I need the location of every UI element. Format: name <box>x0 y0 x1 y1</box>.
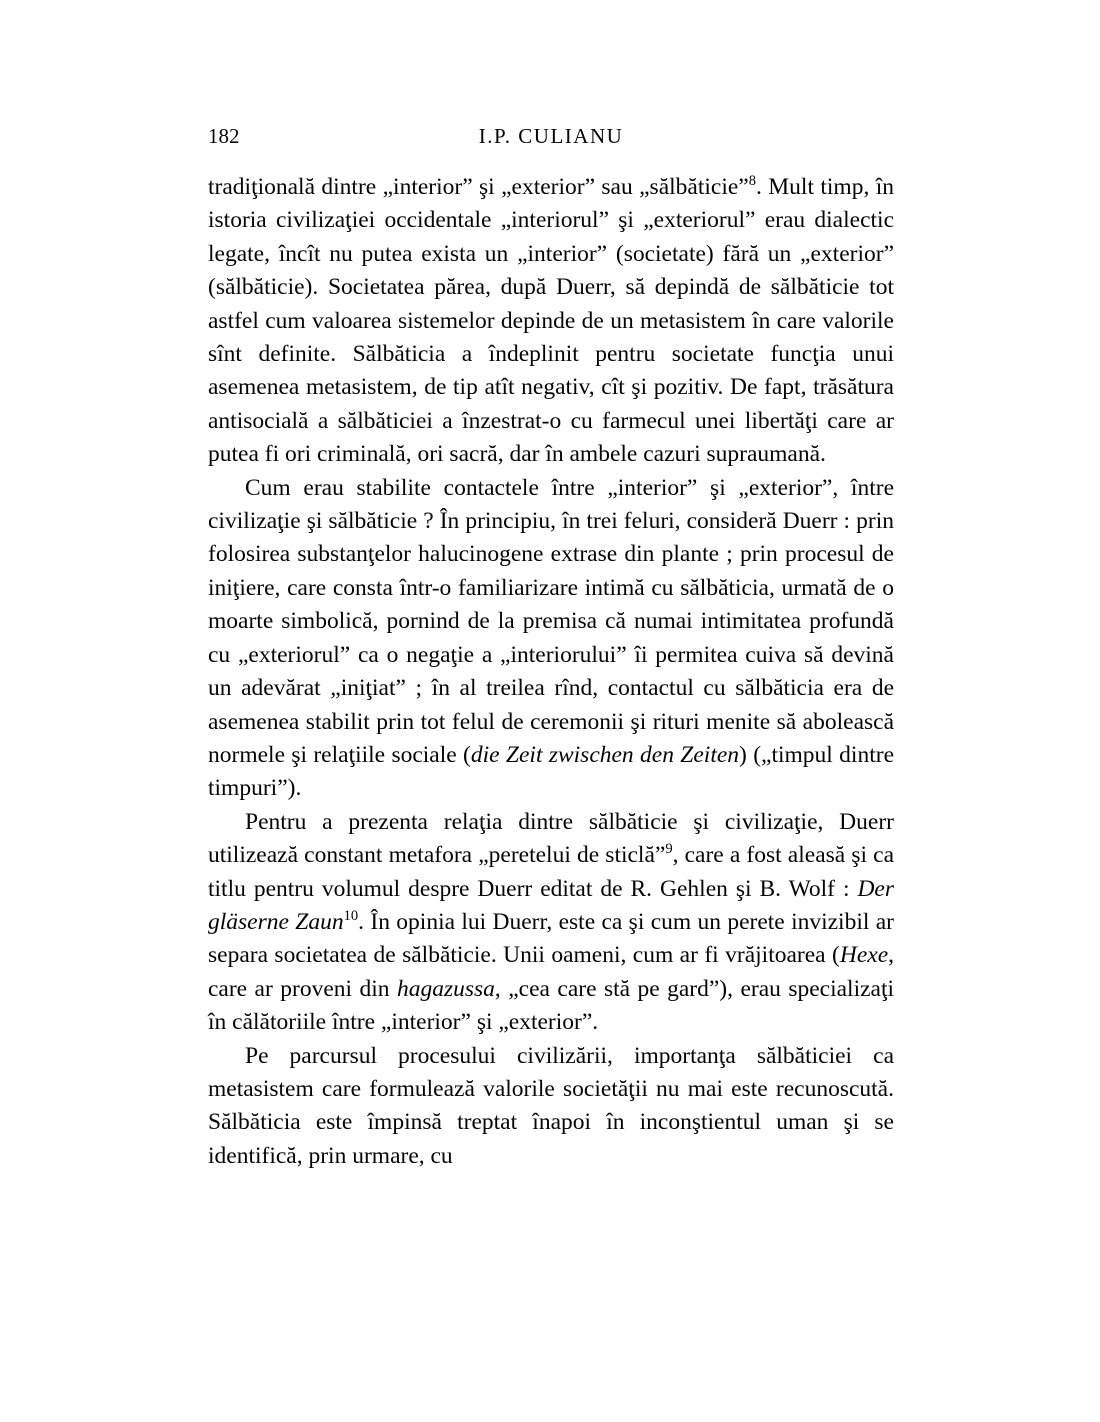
body-text <box>208 171 894 1173</box>
text-run: , care a fost aleasă şi ca titlu pentru volumul despre Duerr editat de R. Gehlen şi B. Wolf : <box>208 842 894 902</box>
text-run: , „cea care stă pe gard”), erau specializaţi în călătoriile între „interior” şi „exterior”. <box>208 975 895 1036</box>
text-run: Pentru a prezenta relaţia dintre sălbăticie şi civilizaţie, Duerr utilizează constant metafora „peretelui de sticlă” <box>208 808 894 869</box>
italic-phrase: Hexe <box>839 942 889 969</box>
paragraph <box>208 472 894 806</box>
footnote-reference: 8 <box>748 173 756 190</box>
italic-phrase: Der gläserne Zaun <box>208 875 894 935</box>
page-number: 182 <box>208 124 240 148</box>
footnote-reference: 10 <box>343 908 359 925</box>
page-header <box>208 124 894 152</box>
text-run: . Mult timp, în istoria civilizaţiei occidentale „interiorul” şi „exteriorul” erau dialectic legate, încît nu putea exista un „interior” (societate) fără un „exterior” (sălbăticie). Societatea părea, după Duerr, să depindă de sălbăticie tot astfel cum valoarea sistemelor depinde de un metasistem în care valorile sînt definite. Sălbăticia a îndeplinit pentru societate funcţia unui asemenea metasistem, de tip atît negativ, cît şi pozitiv. De fapt, trăsătura antisocială a sălbăticiei a înzestrat-o cu farmecul unei libertăţi care ar putea fi ori criminală, ori sacră, dar în ambele cazuri supraumană. <box>208 174 894 468</box>
paragraph <box>208 1040 894 1174</box>
paragraph <box>208 171 894 472</box>
text-run: , care ar proveni din <box>208 942 894 1002</box>
italic-phrase: hagazussa <box>396 975 495 1002</box>
paragraph <box>208 806 894 1040</box>
text-run: . În opinia lui Duerr, este ca şi cum un perete invizibil ar separa societatea de sălbăticie. Unii oameni, cum ar fi vrăjitoarea ( <box>208 908 894 969</box>
italic-phrase: die Zeit zwischen den Zeiten <box>470 741 740 768</box>
text-run: Cum erau stabilite contactele între „interior” şi „exterior”, între civilizaţie şi sălbăticie ? În principiu, în trei feluri, consideră Duerr : prin folosirea substanţelor halucinogene extrase din plante ; prin procesul de iniţiere, care consta într-o familiarizare intimă cu sălbăticia, urmată de o moarte simbolică, pornind de la premisa că numai intimitatea profundă cu „exteriorul” ca o negaţie a „interiorului” îi permitea cuiva să devină un adevărat „iniţiat” ; în al treilea rînd, contactul cu sălbăticia era de asemenea stabilit prin tot felul de ceremonii şi rituri menite să abolească normele şi relaţiile sociale ( <box>208 474 894 768</box>
text-run: Pe parcursul procesului civilizării, importanţa sălbăticiei ca metasistem care formulează valorile societăţii nu mai este recunoscută. Sălbăticia este împinsă treptat înapoi în inconştientul uman şi se identifică, prin urmare, cu <box>208 1042 894 1169</box>
text-run: ) („timpul dintre timpuri”). <box>208 741 894 802</box>
running-title: I.P. CULIANU <box>478 124 624 148</box>
footnote-reference: 9 <box>665 841 673 858</box>
text-run: tradiţională dintre „interior” şi „exterior” sau „sălbăticie” <box>208 174 749 200</box>
